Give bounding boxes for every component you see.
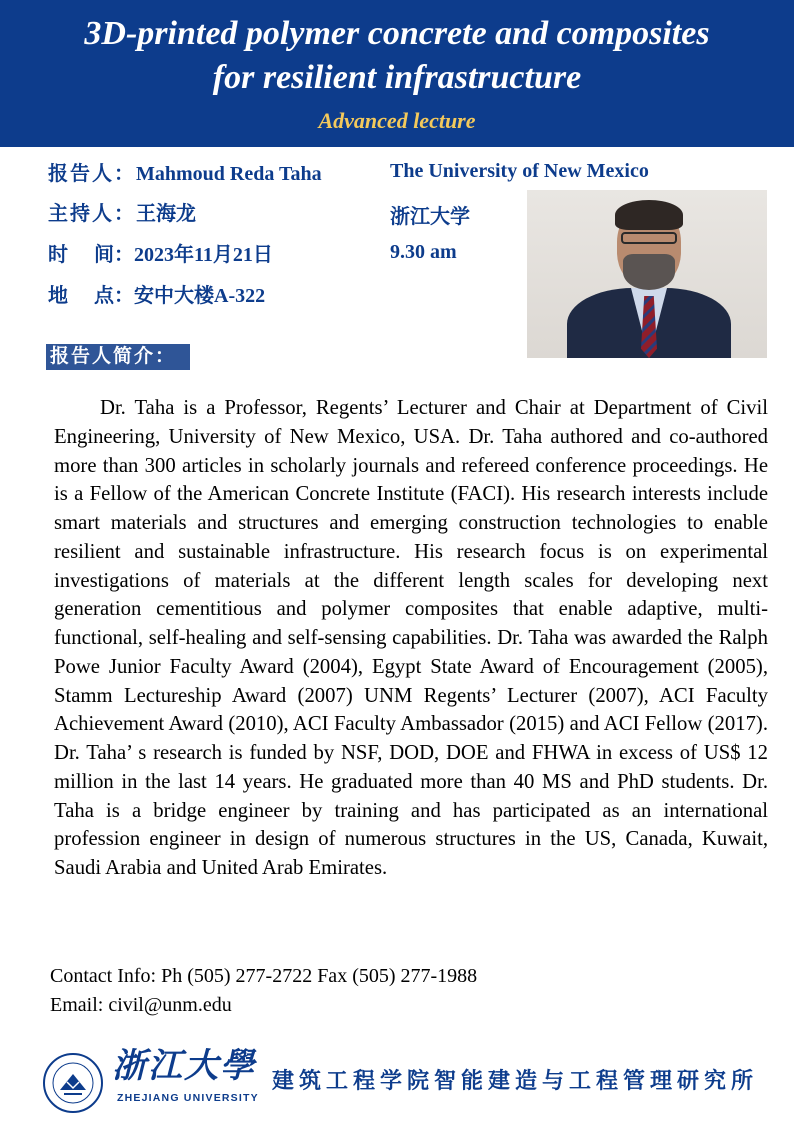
time-row <box>48 241 273 269</box>
lecture-time: 9.30 am <box>390 241 457 263</box>
title-banner <box>0 0 794 147</box>
contact-email: Email: civil@unm.edu <box>50 994 232 1016</box>
footer <box>0 1040 794 1123</box>
lecture-place: 安中大楼A-322 <box>134 285 266 307</box>
time-label-char-1: 时 <box>48 244 68 266</box>
speaker-row <box>48 160 322 188</box>
host-name: 王海龙 <box>136 203 196 225</box>
time-label-char-2: 间： <box>94 244 134 266</box>
lecture-title <box>0 0 794 100</box>
speaker-affiliation: The University of New Mexico <box>390 160 649 182</box>
speaker-photo <box>527 190 767 358</box>
speaker-label: 报告人： <box>48 163 136 185</box>
host-affiliation: 浙江大学 <box>390 206 470 228</box>
zju-emblem-icon <box>42 1052 104 1114</box>
host-label: 主持人： <box>48 203 136 225</box>
department-name: 建筑工程学院智能建造与工程管理研究所 <box>272 1069 759 1094</box>
contact-phone-fax: Contact Info: Ph (505) 277-2722 Fax (505) 277-1988 <box>50 965 478 987</box>
speaker-name: Mahmoud Reda Taha <box>136 163 322 185</box>
place-label-char-2: 点： <box>94 285 134 307</box>
contact-info <box>50 962 477 1020</box>
lecture-title-line-1: 3D-printed polymer concrete and composites <box>84 15 710 52</box>
bio-heading: 报告人简介： <box>46 344 190 370</box>
place-label-char-1: 地 <box>48 285 68 307</box>
lecture-subtitle: Advanced lecture <box>318 108 476 133</box>
place-row <box>48 282 265 310</box>
speaker-bio: Dr. Taha is a Professor, Regents’ Lecturer and Chair at Department of Civil Engineering, University of New Mexico, USA. Dr. Taha authored and co-authored more than 300 articles in scholarly journals and refereed conference proceedings. He is a Fellow of the American Concrete Institute (FACI). His research interests include smart materials and structures and emerging construction technologies to enable resilient and sustainable infrastructure. His research focus is on experimental investigations of materials at the different length scales for developing next generation cementitious and polymer composites that enable adaptive, multi-functional, self-healing and self-sensing capabilities. Dr. Taha was awarded the Ralph Powe Junior Faculty Award (2004), Egypt State Award of Encouragement (2005), Stamm Lectureship Award (2007) UNM Regents’ Lecturer (2007), ACI Faculty Achievement Award (2010), ACI Faculty Ambassador (2015) and ACI Fellow (2017). Dr. Taha’ s research is funded by NSF, DOD, DOE and FHWA in excess of US$ 12 million in the last 14 years. He graduated more than 40 MS and PhD students. Dr. Taha is a bridge engineer by training and has participated as an international profession engineer in design of numerous structures in the US, Canada, Kuwait, Saudi Arabia and United Arab Emirates. <box>54 397 768 879</box>
place-label <box>48 282 134 310</box>
university-name-cn: 浙江大學 <box>112 1046 256 1086</box>
host-row <box>48 200 196 228</box>
lecture-date: 2023年11月21日 <box>134 244 273 266</box>
university-name-en: ZHEJIANG UNIVERSITY <box>117 1092 259 1104</box>
lecture-title-line-2: for resilient infrastructure <box>212 59 582 96</box>
time-label <box>48 241 134 269</box>
